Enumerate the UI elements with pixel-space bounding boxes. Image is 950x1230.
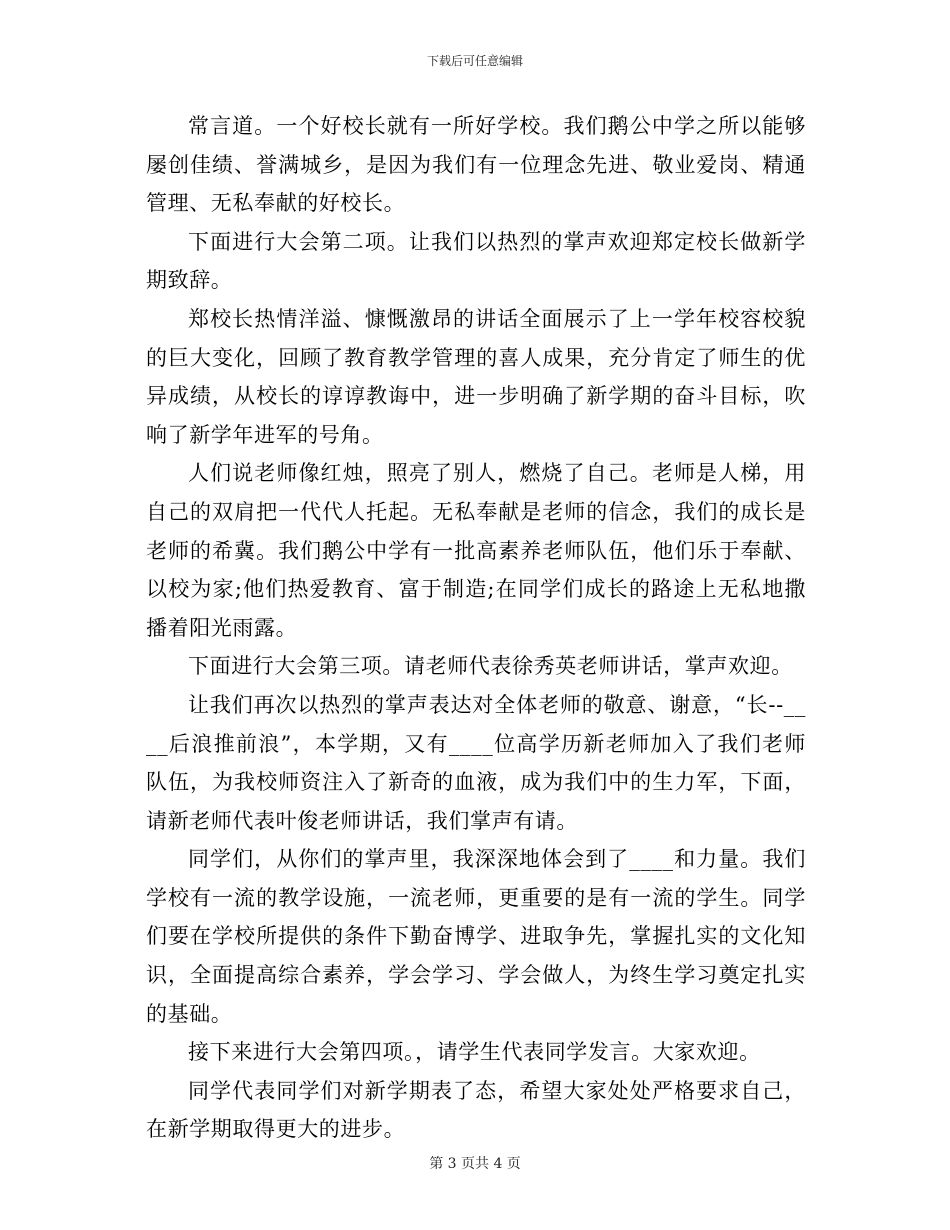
paragraph-2: 下面进行大会第二项。让我们以热烈的掌声欢迎郑定校长做新学期致辞。 — [146, 229, 806, 293]
paragraph-7: 同学们，从你们的掌声里，我深深地体会到了____和力量。我们学校有一流的教学设施，一流老师，更重要的是有一流的学生。同学们要在学校所提供的条件下勤奋博学、进取争先，掌握扎实的文化知识，全面提高综合素养，学会学习、学会做人，为终生学习奠定扎实的基础。 — [146, 847, 806, 1026]
paragraph-9: 同学代表同学们对新学期表了态，希望大家处处严格要求自己，在新学期取得更大的进步。 — [146, 1078, 806, 1142]
paragraph-3: 郑校长热情洋溢、慷慨激昂的讲话全面展示了上一学年校容校貌的巨大变化，回顾了教育教学管理的喜人成果，充分肯定了师生的优异成绩，从校长的谆谆教诲中，进一步明确了新学期的奋斗目标，吹响了新学年进军的号角。 — [146, 306, 806, 447]
page-number-footer: 第 3 页共 4 页 — [429, 1156, 521, 1172]
paragraph-6: 让我们再次以热烈的掌声表达对全体老师的敬意、谢意，“长--____后浪推前浪”，本学期，又有____位高学历新老师加入了我们老师队伍，为我校师资注入了新奇的血液，成为我们中的生力军，下面，请新老师代表叶俊老师讲话，我们掌声有请。 — [146, 692, 806, 833]
paragraph-8: 接下来进行大会第四项。，请学生代表同学发言。大家欢迎。 — [188, 1040, 761, 1065]
document-body — [146, 107, 806, 1149]
paragraph-4: 人们说老师像红烛，照亮了别人，燃烧了自己。老师是人梯，用自己的双肩把一代代人托起。无私奉献是老师的信念，我们的成长是老师的希冀。我们鹅公中学有一批高素养老师队伍，他们乐于奉献、以校为家;他们热爱教育、富于制造;在同学们成长的路途上无私地撒播着阳光雨露。 — [146, 461, 806, 640]
page-header-note: 下载后可任意编辑 — [426, 54, 523, 68]
paragraph-5: 下面进行大会第三项。请老师代表徐秀英老师讲话，掌声欢迎。 — [188, 654, 793, 679]
paragraph-1: 常言道。一个好校长就有一所好学校。我们鹅公中学之所以能够屡创佳绩、誉满城乡，是因为我们有一位理念先进、敬业爱岗、精通管理、无私奉献的好校长。 — [146, 114, 806, 216]
